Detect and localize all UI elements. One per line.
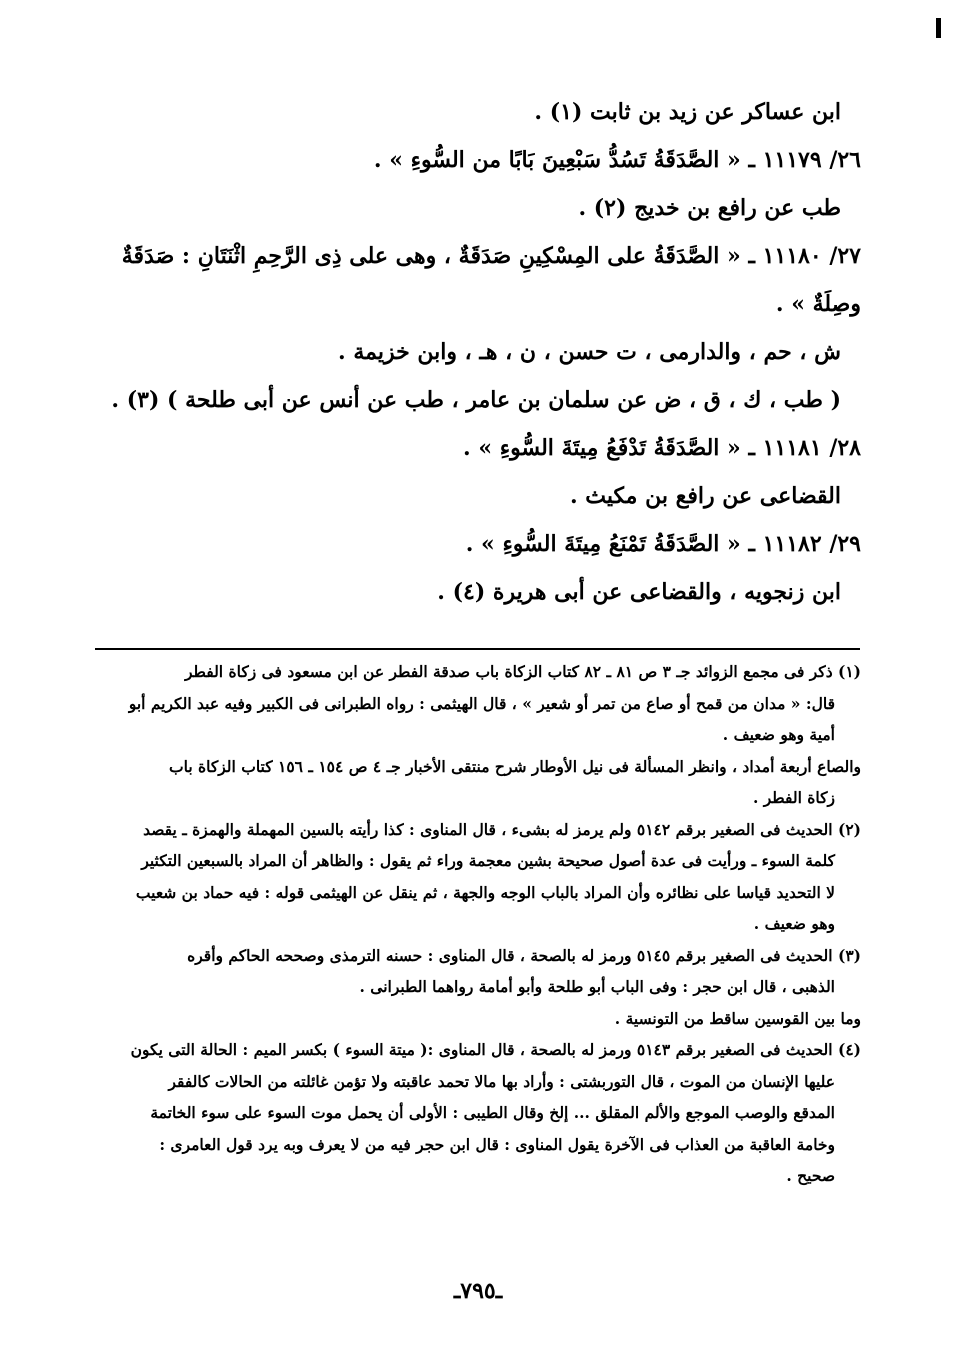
source-line: طب عن رافع بن خديج (٢) . — [578, 195, 841, 221]
source-line: ابن زنجويه ، والقضاعى عن أبى هريرة (٤) . — [437, 579, 841, 605]
corner-mark — [936, 18, 941, 38]
hadith-line: ٢٧/ ١١١٨٠ ـ « الصَّدَقَةُ على المِسْكِينِ صَدَقَةٌ ، وهى على ذِى الرَّحِمِ اثْنَتَانِ : صَدَقَةٌ — [121, 243, 861, 269]
source-line: القضاعى عن رافع بن مكيث . — [569, 483, 841, 509]
page-number: ـ٧٩٥ـ — [453, 1278, 503, 1304]
footnote-line: وهو ضعيف . — [753, 914, 835, 933]
footnote-line: (٢) الحديث فى الصغير برقم ٥١٤٢ ولم يرمز له بشىء ، قال المناوى : كذا رأيته بالسين المهملة والهمزة ـ يقصد — [143, 819, 861, 839]
footnote-line: صحيح . — [786, 1166, 835, 1185]
footnote-line: وما بين القوسين ساقط من التونسية . — [614, 1008, 861, 1028]
source-line: ابن عساكر عن زيد بن ثابت (١) . — [534, 99, 841, 125]
footnote-divider — [95, 648, 860, 650]
main-text — [90, 88, 861, 616]
footnotes — [95, 656, 861, 1192]
hadith-line: ٢٦/ ١١١٧٩ ـ « الصَّدَقَةُ تَسُدُّ سَبْعِينَ بَابًا من السُّوءِ » . — [373, 147, 861, 173]
footnote-line: كلمة السوء ـ ورأيت فى عدة أصول صحيحة بشين معجمة وراء ثم يقول : والظاهر أن المراد بالسبعين التكثير — [141, 851, 835, 870]
source-line: ش ، حم ، والدارمى ، ت حسن ، ن ، هـ ، وابن خزيمة . — [338, 339, 841, 365]
footnote-line: الذهبى ، قال ابن حجر : وفى الباب أبو طلحة وأبو أمامة رواهما الطبرانى . — [359, 977, 835, 996]
hadith-line: ٢٩/ ١١١٨٢ ـ « الصَّدَقَةُ تَمْنَعُ مِيتَةَ السُّوءِ » . — [465, 531, 861, 557]
footnote-line: (١) ذكر فى مجمع الزوائد جـ ٣ ص ٨١ ـ ٨٢ كتاب الزكاة باب صدقة الفطر عن ابن مسعود فى زكاة الفطر — [184, 662, 861, 681]
footnote-line: زكاة الفطر . — [752, 788, 835, 807]
footnote-line: أمية وهو ضعيف . — [722, 725, 835, 744]
footnote-line: والصاع أربعة أمداد ، وانظر المسألة فى نيل الأوطار شرح منتقى الأخبار جـ ٤ ص ١٥٤ ـ ١٥٦ كتاب الزكاة باب — [169, 756, 861, 776]
footnote-line: (٤) الحديث فى الصغير برقم ٥١٤٣ ورمز له بالصحة ، قال المناوى :( ميتة السوء ) بكسر الميم : الحالة التى يكون — [130, 1040, 861, 1059]
footnote-line: قال: « مدان من قمح أو صاع من تمر أو شعير » ، قال الهيثمى : رواه الطبرانى فى الكبير وفيه عبد الكريم أبو — [128, 693, 835, 713]
footnote-line: المدقع والوصب الموجع والألم المقلق ... إلخ وقال الطيبى : الأولى أن يحمل موت السوء على سوء الخاتمة — [150, 1103, 835, 1122]
footnote-line: (٣) الحديث فى الصغير برقم ٥١٤٥ ورمز له بالصحة ، قال المناوى : حسنه الترمذى وصححه الحاكم وأقره — [187, 945, 861, 965]
footnote-line: عليها الإنسان من الموت ، قال التوربشتى : وأراد بها مالا تحمد عاقبته ولا تؤمن غائلته من الحالات كالفقر — [168, 1071, 835, 1091]
footnote-line: وخامة العاقبة من العذاب فى الآخرة يقول المناوى : قال ابن حجر فيه من لا يعرف وبه يرد قول العامرى : — [159, 1134, 835, 1154]
hadith-line-continued: وصِلَةٌ » . — [775, 291, 861, 317]
source-line: ( طب ، ك ، ق ، ض عن سلمان بن عامر ، طب عن أنس عن أبى طلحة ) (٣) . — [111, 387, 841, 413]
hadith-line: ٢٨/ ١١١٨١ ـ « الصَّدَقَةُ تَدْفَعُ مِيتَةَ السُّوءِ » . — [463, 435, 861, 461]
footnote-line: لا التحديد قياسا على نظائره وأن المراد بالباب الوجه والجهة ، ثم ينقل عن الهيثمى قوله : فيه حماد بن شعيب — [135, 882, 835, 902]
